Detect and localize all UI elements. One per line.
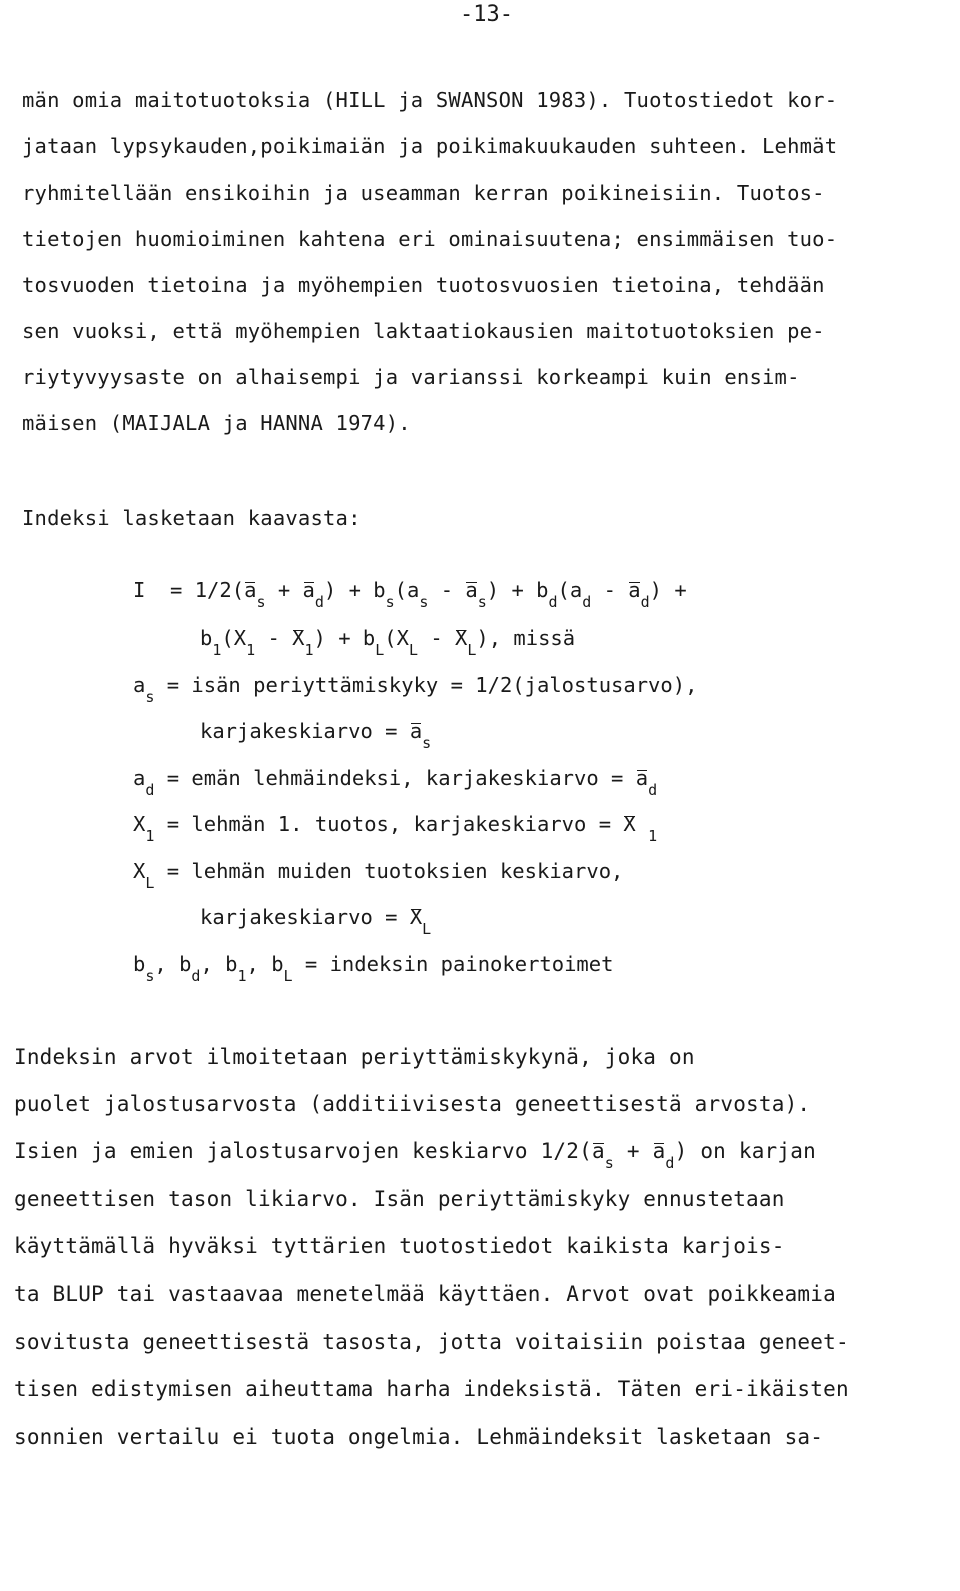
paragraph-line: käyttämällä hyväksi tyttärien tuotostiedot kaikista karjois- [14,1234,785,1258]
formula-line-1: $I = 1/2(a_s + a_d) + b_s(a_s - a_s) + b_d(a_d - a_d)$ + [133,578,687,611]
definition-as-mean: karjakeskiarvo = $a_s$ [200,719,432,752]
paragraph-line: riytyvyysaste on alhaisempi ja varianssi korkeampi kuin ensim- [22,365,800,389]
paragraph-line: sonnien vertailu ei tuota ongelmia. Lehmäindeksit lasketaan sa- [14,1425,824,1449]
paragraph-line: Isien ja emien jalostusarvojen keskiarvo $1/2(a_s + a_d)$ on karjan [14,1139,816,1172]
paragraph-line: ta BLUP tai vastaavaa menetelmää käyttäen. Arvot ovat poikkeamia [14,1282,836,1306]
paragraph-line: män omia maitotuotoksia (HILL ja SWANSON 1983). Tuotostiedot kor- [22,88,838,112]
definition-as: $a_s$ = isän periyttämiskyky = 1/2(jalostusarvo), [133,673,698,706]
paragraph-line: tosvuoden tietoina ja myöhempien tuotosvuosien tietoina, tehdään [22,273,825,297]
formula-intro: Indeksi lasketaan kaavasta: [22,506,361,530]
paragraph-line: puolet jalostusarvosta (additiivisesta geneettisestä arvosta). [14,1092,811,1116]
paragraph-line: sovitusta geneettisestä tasosta, jotta voitaisiin poistaa geneet- [14,1330,849,1354]
paragraph-line: jataan lypsykauden,poikimaiän ja poikimakuukauden suhteen. Lehmät [22,134,838,158]
paragraph-line: ryhmitellään ensikoihin ja useamman kerran poikineisiin. Tuotos- [22,181,825,205]
paragraph-line: tietojen huomioiminen kahtena eri ominaisuutena; ensimmäisen tuo- [22,227,838,251]
paragraph-line: tisen edistymisen aiheuttama harha indeksistä. Täten eri-ikäisten [14,1377,849,1401]
formula-line-2: $b_1(X_1 - X_1) + b_L(X_L - X_L)$, missä [200,626,576,659]
page-number: -13- [460,2,513,27]
definition-xl-mean: karjakeskiarvo = $X_L$ [200,905,432,938]
paragraph-line: mäisen (MAIJALA ja HANNA 1974). [22,411,411,435]
definition-weights: $b_s$, $b_d$, $b_1$, $b_L$ = indeksin painokertoimet [133,952,614,985]
definition-x1: $X_1$ = lehmän 1. tuotos, karjakeskiarvo = X $_1$ [133,812,658,845]
definition-ad: $a_d$ = emän lehmäindeksi, karjakeskiarvo = $a_d$ [133,766,658,799]
definition-xl: $X_L$ = lehmän muiden tuotoksien keskiarvo, [133,859,624,892]
paragraph-line: sen vuoksi, että myöhempien laktaatiokausien maitotuotoksien pe- [22,319,825,343]
paragraph-line: Indeksin arvot ilmoitetaan periyttämiskykynä, joka on [14,1045,695,1069]
paragraph-line: geneettisen tason likiarvo. Isän periyttämiskyky ennustetaan [14,1187,785,1211]
